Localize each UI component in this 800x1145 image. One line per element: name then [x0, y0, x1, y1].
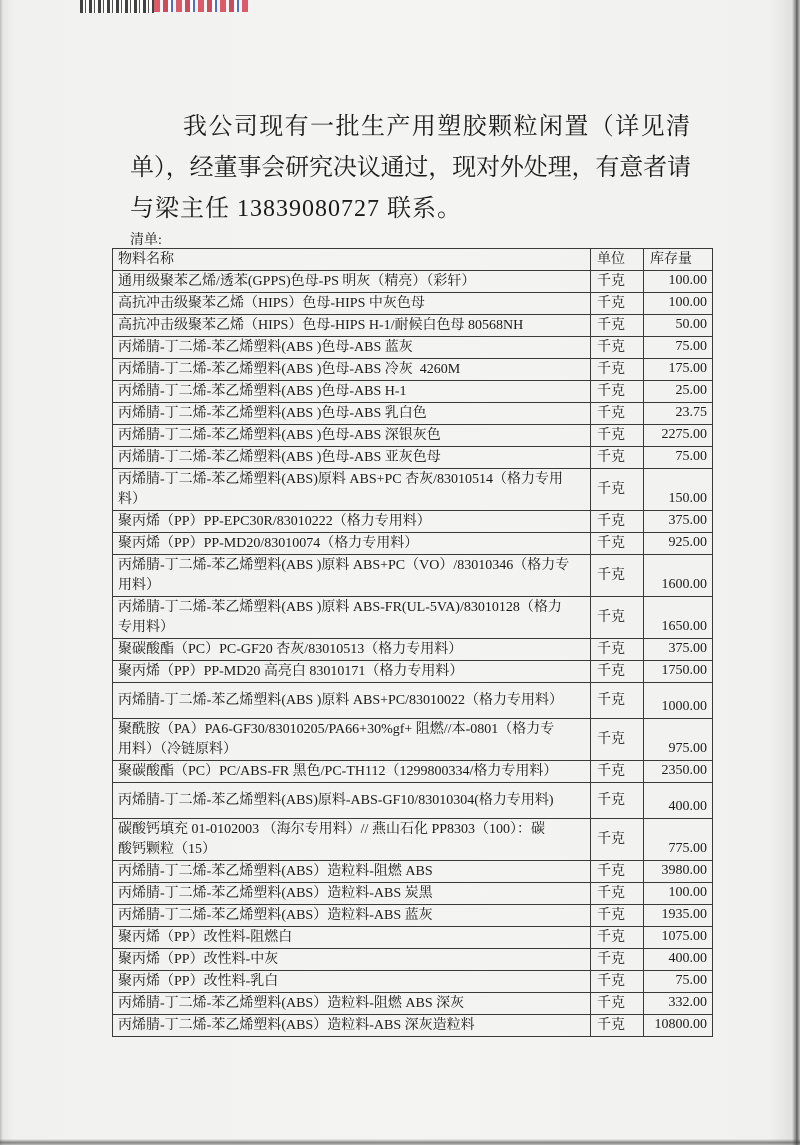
header-row: [113, 249, 713, 271]
table-row: [113, 761, 713, 783]
table-row: [113, 819, 713, 861]
stock-quantity-cell: 75.00: [644, 971, 713, 993]
unit-cell: 千克: [591, 927, 644, 949]
material-name-cell: 丙烯腈-丁二烯-苯乙烯塑料(ABS )原料 ABS-FR(UL-5VA)/83010128（格力 专用料）: [113, 597, 591, 639]
table-row: [113, 861, 713, 883]
material-name-cell: 丙烯腈-丁二烯-苯乙烯塑料(ABS )原料 ABS+PC/83010022（格力专用料）: [113, 683, 591, 719]
stock-quantity-cell: 1000.00: [644, 683, 713, 719]
unit-cell: 千克: [591, 683, 644, 719]
table-row: [113, 905, 713, 927]
stock-quantity-cell: 775.00: [644, 819, 713, 861]
list-label: 清单:: [130, 233, 162, 248]
material-name-cell: 碳酸钙填充 01-0102003 （海尔专用料）// 燕山石化 PP8303（100）：碳 酸钙颗粒（15）: [113, 819, 591, 861]
unit-cell: 千克: [591, 315, 644, 337]
stock-quantity-cell: 332.00: [644, 993, 713, 1015]
material-name-cell: 聚碳酸酯（PC）PC-GF20 杏灰/83010513（格力专用料）: [113, 639, 591, 661]
material-name-cell: 聚碳酸酯（PC）PC/ABS-FR 黑色/PC-TH112（1299800334/格力专用料）: [113, 761, 591, 783]
stock-quantity-cell: 23.75: [644, 403, 713, 425]
table-row: [113, 949, 713, 971]
notice-line-2: 单），经董事会研究决议通过，现对外处理，有意者请: [130, 155, 690, 181]
material-name-cell: 丙烯腈-丁二烯-苯乙烯塑料(ABS)原料 ABS+PC 杏灰/83010514（格力专用 料）: [113, 469, 591, 511]
material-name-cell: 丙烯腈-丁二烯-苯乙烯塑料(ABS）造粒料-阻燃 ABS: [113, 861, 591, 883]
material-name-cell: 丙烯腈-丁二烯-苯乙烯塑料(ABS )原料 ABS+PC（VO）/83010346（格力专 用料）: [113, 555, 591, 597]
material-name-cell: 通用级聚苯乙烯/透苯(GPPS)色母-PS 明灰（精亮）（彩轩）: [113, 271, 591, 293]
table-row: [113, 425, 713, 447]
material-name-cell: 丙烯腈-丁二烯-苯乙烯塑料(ABS )色母-ABS 乳白色: [113, 403, 591, 425]
inventory-table-body: [113, 271, 713, 1037]
scan-label-fragment-color: [154, 0, 250, 12]
stock-quantity-cell: 100.00: [644, 883, 713, 905]
unit-cell: 千克: [591, 905, 644, 927]
unit-cell: 千克: [591, 425, 644, 447]
scan-label-fragment-qr: [80, 0, 154, 13]
table-row: [113, 271, 713, 293]
unit-cell: 千克: [591, 761, 644, 783]
unit-cell: 千克: [591, 381, 644, 403]
page-edge-left: [0, 0, 3, 1145]
unit-cell: 千克: [591, 447, 644, 469]
stock-quantity-cell: 3980.00: [644, 861, 713, 883]
table-row: [113, 359, 713, 381]
table-row: [113, 315, 713, 337]
material-name-cell: 丙烯腈-丁二烯-苯乙烯塑料(ABS )色母-ABS 冷灰 4260M: [113, 359, 591, 381]
material-name-cell: 聚丙烯（PP）改性料-乳白: [113, 971, 591, 993]
header-material-name: 物料名称: [113, 249, 591, 271]
table-row: [113, 927, 713, 949]
unit-cell: 千克: [591, 1015, 644, 1037]
notice-line-3: 与梁主任 13839080727 联系。: [130, 196, 462, 222]
unit-cell: 千克: [591, 555, 644, 597]
table-row: [113, 469, 713, 511]
stock-quantity-cell: 75.00: [644, 447, 713, 469]
stock-quantity-cell: 100.00: [644, 293, 713, 315]
table-row: [113, 1015, 713, 1037]
material-name-cell: 丙烯腈-丁二烯-苯乙烯塑料(ABS )色母-ABS H-1: [113, 381, 591, 403]
table-row: [113, 447, 713, 469]
inventory-table: [112, 248, 713, 1037]
material-name-cell: 丙烯腈-丁二烯-苯乙烯塑料(ABS）造粒料-ABS 深灰造粒料: [113, 1015, 591, 1037]
notice-line-1: 我公司现有一批生产用塑胶颗粒闲置（详见清: [183, 114, 690, 140]
table-row: [113, 639, 713, 661]
material-name-cell: 丙烯腈-丁二烯-苯乙烯塑料(ABS )色母-ABS 深银灰色: [113, 425, 591, 447]
unit-cell: 千克: [591, 337, 644, 359]
stock-quantity-cell: 50.00: [644, 315, 713, 337]
unit-cell: 千克: [591, 403, 644, 425]
page-edge-bottom: [0, 1139, 800, 1145]
unit-cell: 千克: [591, 597, 644, 639]
unit-cell: 千克: [591, 271, 644, 293]
stock-quantity-cell: 400.00: [644, 949, 713, 971]
table-row: [113, 533, 713, 555]
material-name-cell: 丙烯腈-丁二烯-苯乙烯塑料(ABS )色母-ABS 亚灰色母: [113, 447, 591, 469]
unit-cell: 千克: [591, 661, 644, 683]
unit-cell: 千克: [591, 639, 644, 661]
material-name-cell: 丙烯腈-丁二烯-苯乙烯塑料(ABS）造粒料-ABS 炭黑: [113, 883, 591, 905]
table-row: [113, 883, 713, 905]
page-edge-right: [792, 0, 800, 1145]
table-row: [113, 597, 713, 639]
table-row: [113, 293, 713, 315]
header-unit: 单位: [591, 249, 644, 271]
stock-quantity-cell: 150.00: [644, 469, 713, 511]
unit-cell: 千克: [591, 469, 644, 511]
stock-quantity-cell: 400.00: [644, 783, 713, 819]
table-row: [113, 337, 713, 359]
unit-cell: 千克: [591, 819, 644, 861]
material-name-cell: 丙烯腈-丁二烯-苯乙烯塑料(ABS)原料-ABS-GF10/83010304(格力专用料): [113, 783, 591, 819]
table-row: [113, 993, 713, 1015]
stock-quantity-cell: 375.00: [644, 639, 713, 661]
stock-quantity-cell: 1650.00: [644, 597, 713, 639]
unit-cell: 千克: [591, 719, 644, 761]
material-name-cell: 聚丙烯（PP）改性料-中灰: [113, 949, 591, 971]
stock-quantity-cell: 1600.00: [644, 555, 713, 597]
material-name-cell: 高抗冲击级聚苯乙烯（HIPS）色母-HIPS H-1/耐候白色母 80568NH: [113, 315, 591, 337]
unit-cell: 千克: [591, 861, 644, 883]
material-name-cell: 聚丙烯（PP）改性料-阻燃白: [113, 927, 591, 949]
material-name-cell: 聚酰胺（PA）PA6-GF30/83010205/PA66+30%gf+ 阻燃//本-0801（格力专 用料）（冷链原料）: [113, 719, 591, 761]
inventory-table-header: [113, 249, 713, 271]
header-stock-quantity: 库存量: [644, 249, 713, 271]
table-row: [113, 403, 713, 425]
unit-cell: 千克: [591, 971, 644, 993]
material-name-cell: 聚丙烯（PP）PP-MD20 高亮白 83010171（格力专用料）: [113, 661, 591, 683]
stock-quantity-cell: 975.00: [644, 719, 713, 761]
material-name-cell: 高抗冲击级聚苯乙烯（HIPS）色母-HIPS 中灰色母: [113, 293, 591, 315]
table-row: [113, 555, 713, 597]
material-name-cell: 聚丙烯（PP）PP-EPC30R/83010222（格力专用料）: [113, 511, 591, 533]
material-name-cell: 丙烯腈-丁二烯-苯乙烯塑料(ABS )色母-ABS 蓝灰: [113, 337, 591, 359]
unit-cell: 千克: [591, 533, 644, 555]
material-name-cell: 丙烯腈-丁二烯-苯乙烯塑料(ABS）造粒料-ABS 蓝灰: [113, 905, 591, 927]
table-row: [113, 719, 713, 761]
unit-cell: 千克: [591, 783, 644, 819]
material-name-cell: 聚丙烯（PP）PP-MD20/83010074（格力专用料）: [113, 533, 591, 555]
table-row: [113, 971, 713, 993]
unit-cell: 千克: [591, 883, 644, 905]
table-row: [113, 661, 713, 683]
table-row: [113, 381, 713, 403]
table-row: [113, 783, 713, 819]
unit-cell: 千克: [591, 511, 644, 533]
stock-quantity-cell: 1075.00: [644, 927, 713, 949]
table-row: [113, 683, 713, 719]
material-name-cell: 丙烯腈-丁二烯-苯乙烯塑料(ABS）造粒料-阻燃 ABS 深灰: [113, 993, 591, 1015]
unit-cell: 千克: [591, 359, 644, 381]
notice-paragraph: [130, 107, 690, 230]
stock-quantity-cell: 25.00: [644, 381, 713, 403]
stock-quantity-cell: 1750.00: [644, 661, 713, 683]
stock-quantity-cell: 1935.00: [644, 905, 713, 927]
stock-quantity-cell: 2275.00: [644, 425, 713, 447]
stock-quantity-cell: 175.00: [644, 359, 713, 381]
stock-quantity-cell: 925.00: [644, 533, 713, 555]
unit-cell: 千克: [591, 993, 644, 1015]
stock-quantity-cell: 10800.00: [644, 1015, 713, 1037]
stock-quantity-cell: 375.00: [644, 511, 713, 533]
stock-quantity-cell: 2350.00: [644, 761, 713, 783]
unit-cell: 千克: [591, 949, 644, 971]
unit-cell: 千克: [591, 293, 644, 315]
stock-quantity-cell: 100.00: [644, 271, 713, 293]
table-row: [113, 511, 713, 533]
stock-quantity-cell: 75.00: [644, 337, 713, 359]
